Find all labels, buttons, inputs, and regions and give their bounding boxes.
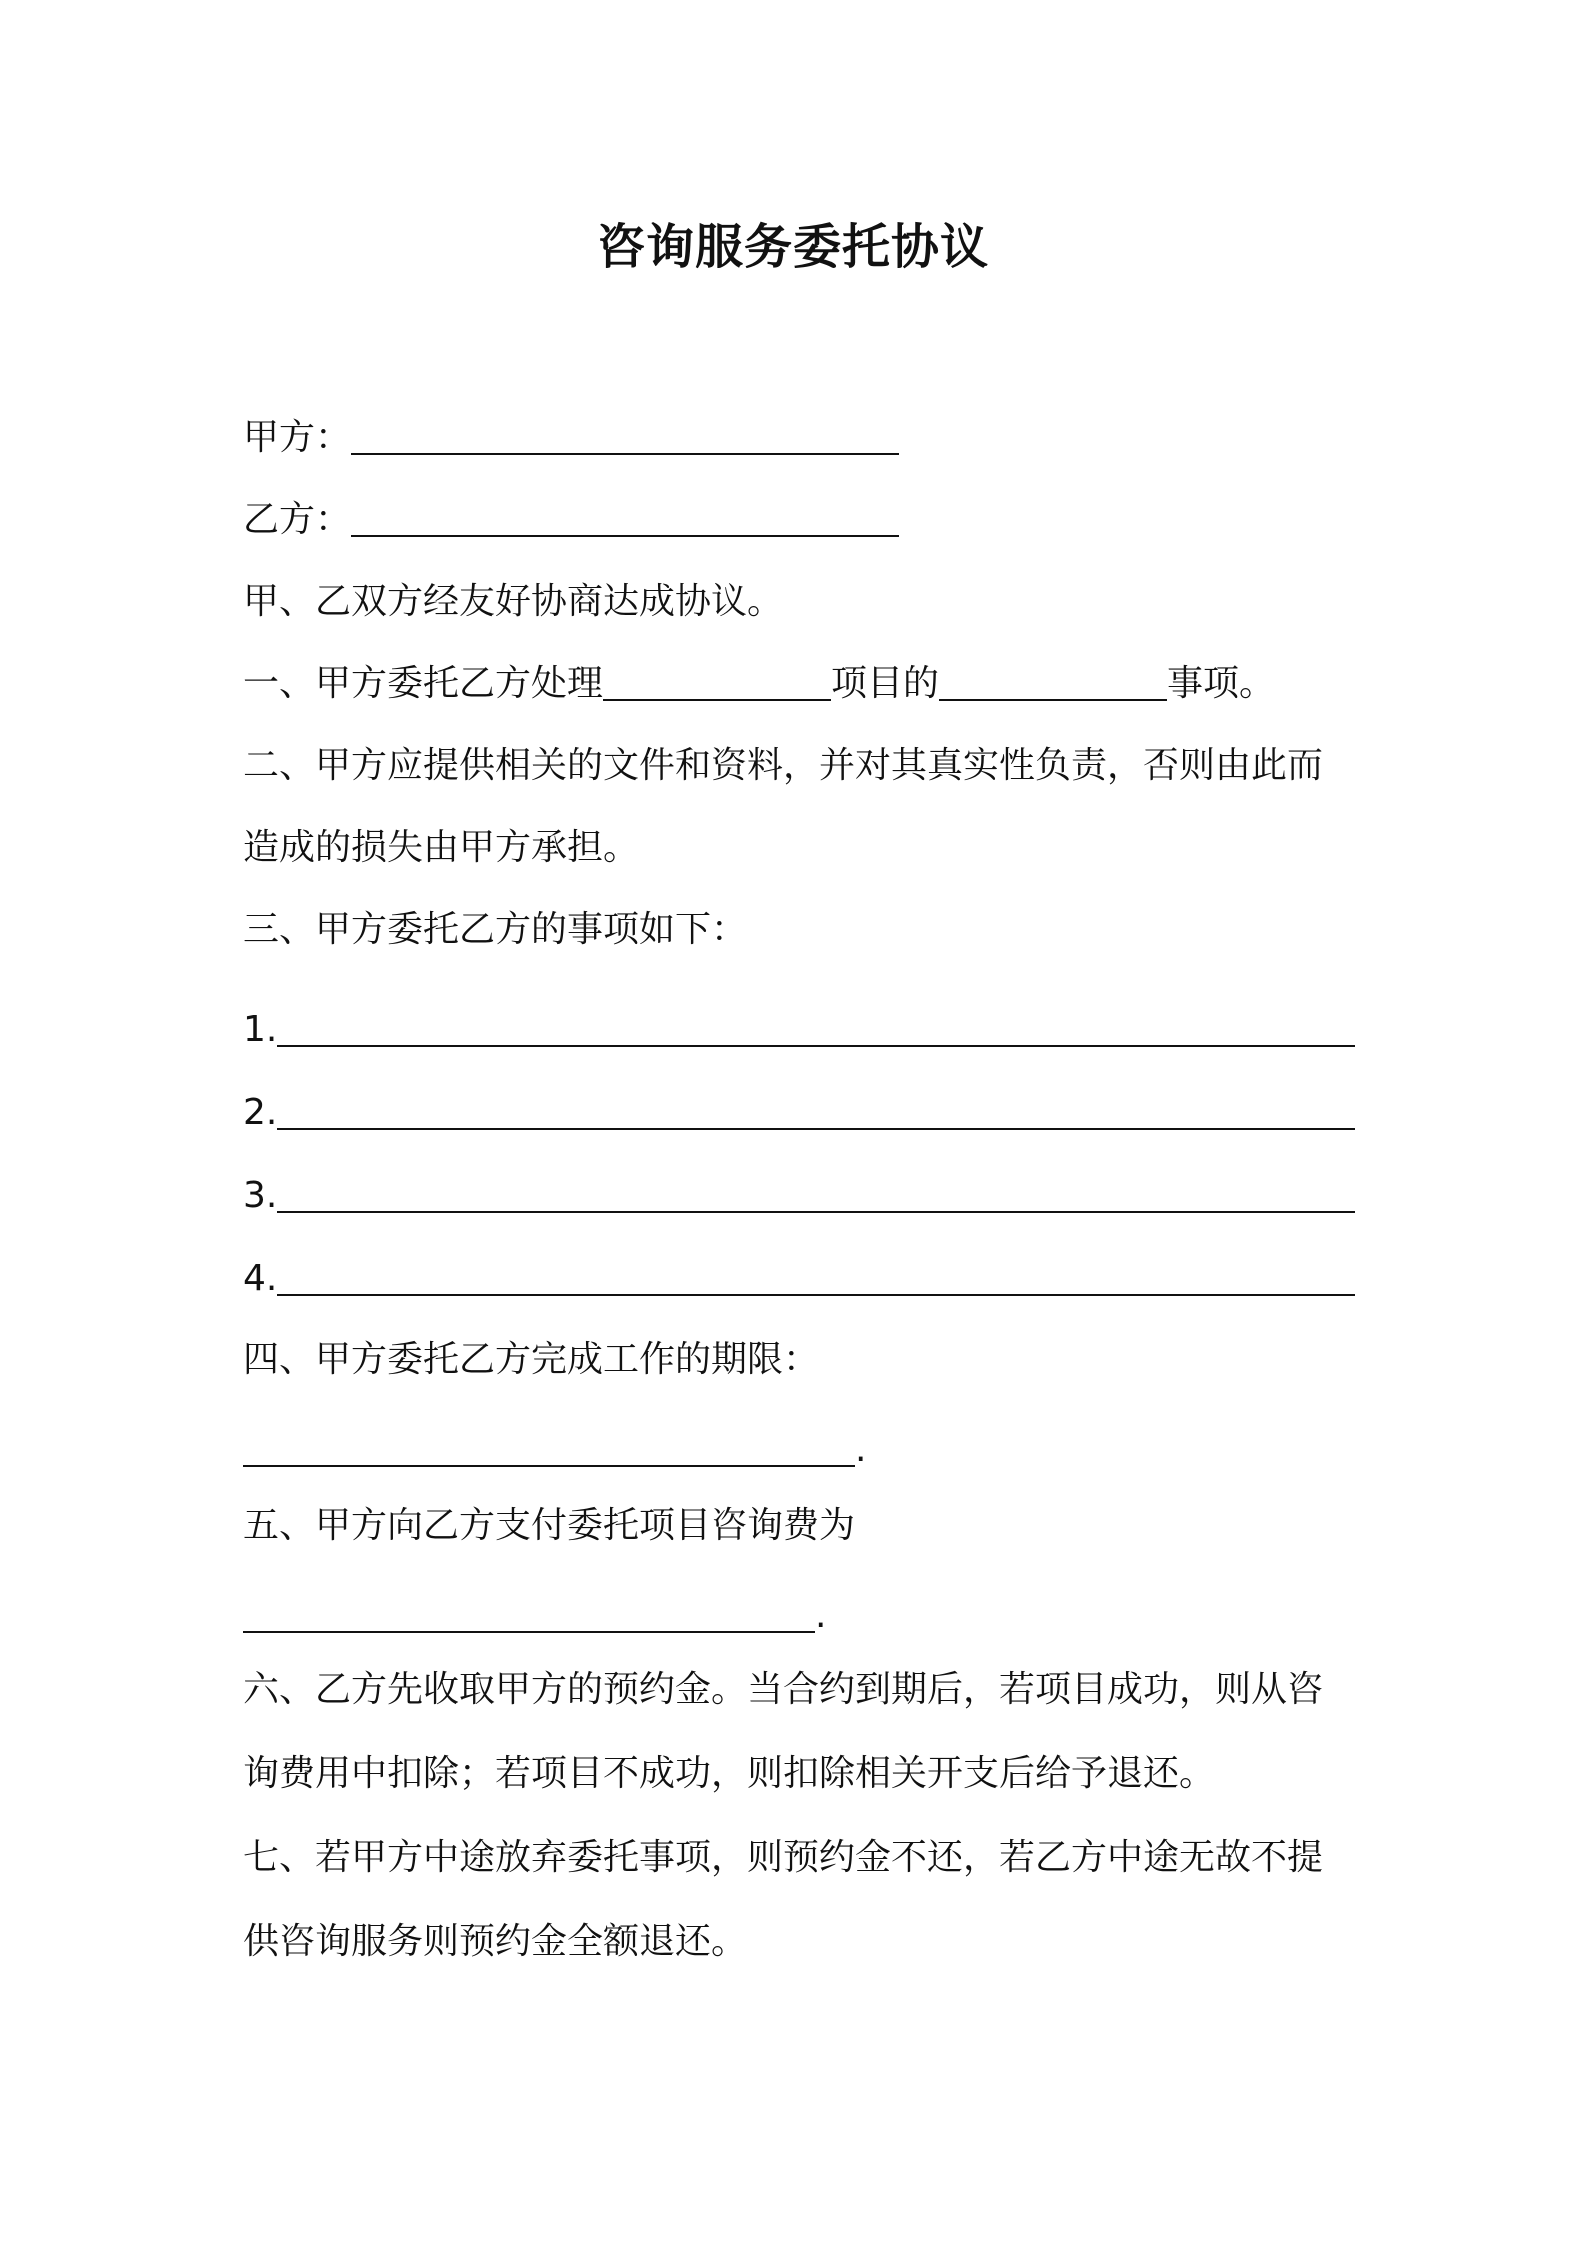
clause-5-answer-line [243, 1586, 826, 1646]
clause-2-line-1: 二、甲方应提供相关的文件和资料，并对其真实性负责，否则由此而 [243, 745, 1324, 786]
clause-1-middle: 项目的 [831, 663, 940, 704]
party-a-label: 甲方： [243, 417, 352, 458]
party-b-line [243, 490, 899, 550]
clause-1-suffix: 事项。 [1167, 663, 1276, 704]
document-title: 咨询服务委托协议 [596, 219, 989, 275]
clause-1-project-blank[interactable] [603, 657, 831, 701]
clause-3-item-3 [243, 1166, 1355, 1226]
clause-4-heading: 四、甲方委托乙方完成工作的期限： [243, 1339, 820, 1380]
item-1-blank[interactable] [277, 1003, 1355, 1047]
party-a-line [243, 408, 899, 468]
clause-7-line-2: 供咨询服务则预约金全额退还。 [243, 1921, 748, 1962]
clause-6-line-1: 六、乙方先收取甲方的预约金。当合约到期后，若项目成功，则从咨 [243, 1669, 1324, 1710]
item-number: 2. [243, 1092, 278, 1133]
clause-6-line-2: 询费用中扣除；若项目不成功，则扣除相关开支后给予退还。 [243, 1753, 1216, 1794]
item-3-blank[interactable] [277, 1169, 1355, 1213]
item-4-blank[interactable] [277, 1252, 1355, 1296]
party-a-blank[interactable] [351, 411, 899, 455]
clause-4-period: . [855, 1429, 867, 1470]
party-b-label: 乙方： [243, 499, 352, 540]
clause-2-line-2: 造成的损失由甲方承担。 [243, 827, 640, 868]
item-number: 4. [243, 1258, 278, 1299]
clause-5-period: . [815, 1595, 827, 1636]
intro-text: 甲、乙双方经友好协商达成协议。 [243, 581, 784, 622]
clause-1-prefix: 一、甲方委托乙方处理 [243, 663, 604, 704]
item-number: 1. [243, 1009, 278, 1050]
clause-3-item-2 [243, 1083, 1355, 1143]
clause-3-item-1 [243, 1000, 1355, 1060]
item-2-blank[interactable] [277, 1086, 1355, 1130]
party-b-blank[interactable] [351, 493, 899, 537]
clause-3-heading: 三、甲方委托乙方的事项如下： [243, 909, 748, 950]
deadline-blank[interactable] [243, 1423, 855, 1467]
fee-blank[interactable] [243, 1589, 815, 1633]
clause-5-heading: 五、甲方向乙方支付委托项目咨询费为 [243, 1505, 856, 1546]
item-number: 3. [243, 1175, 278, 1216]
clause-7-line-1: 七、若甲方中途放弃委托事项，则预约金不还，若乙方中途无故不提 [243, 1837, 1324, 1878]
clause-3-item-4 [243, 1249, 1355, 1309]
clause-1-matter-blank[interactable] [939, 657, 1167, 701]
clause-1 [243, 654, 1275, 714]
clause-4-answer-line [243, 1420, 866, 1480]
